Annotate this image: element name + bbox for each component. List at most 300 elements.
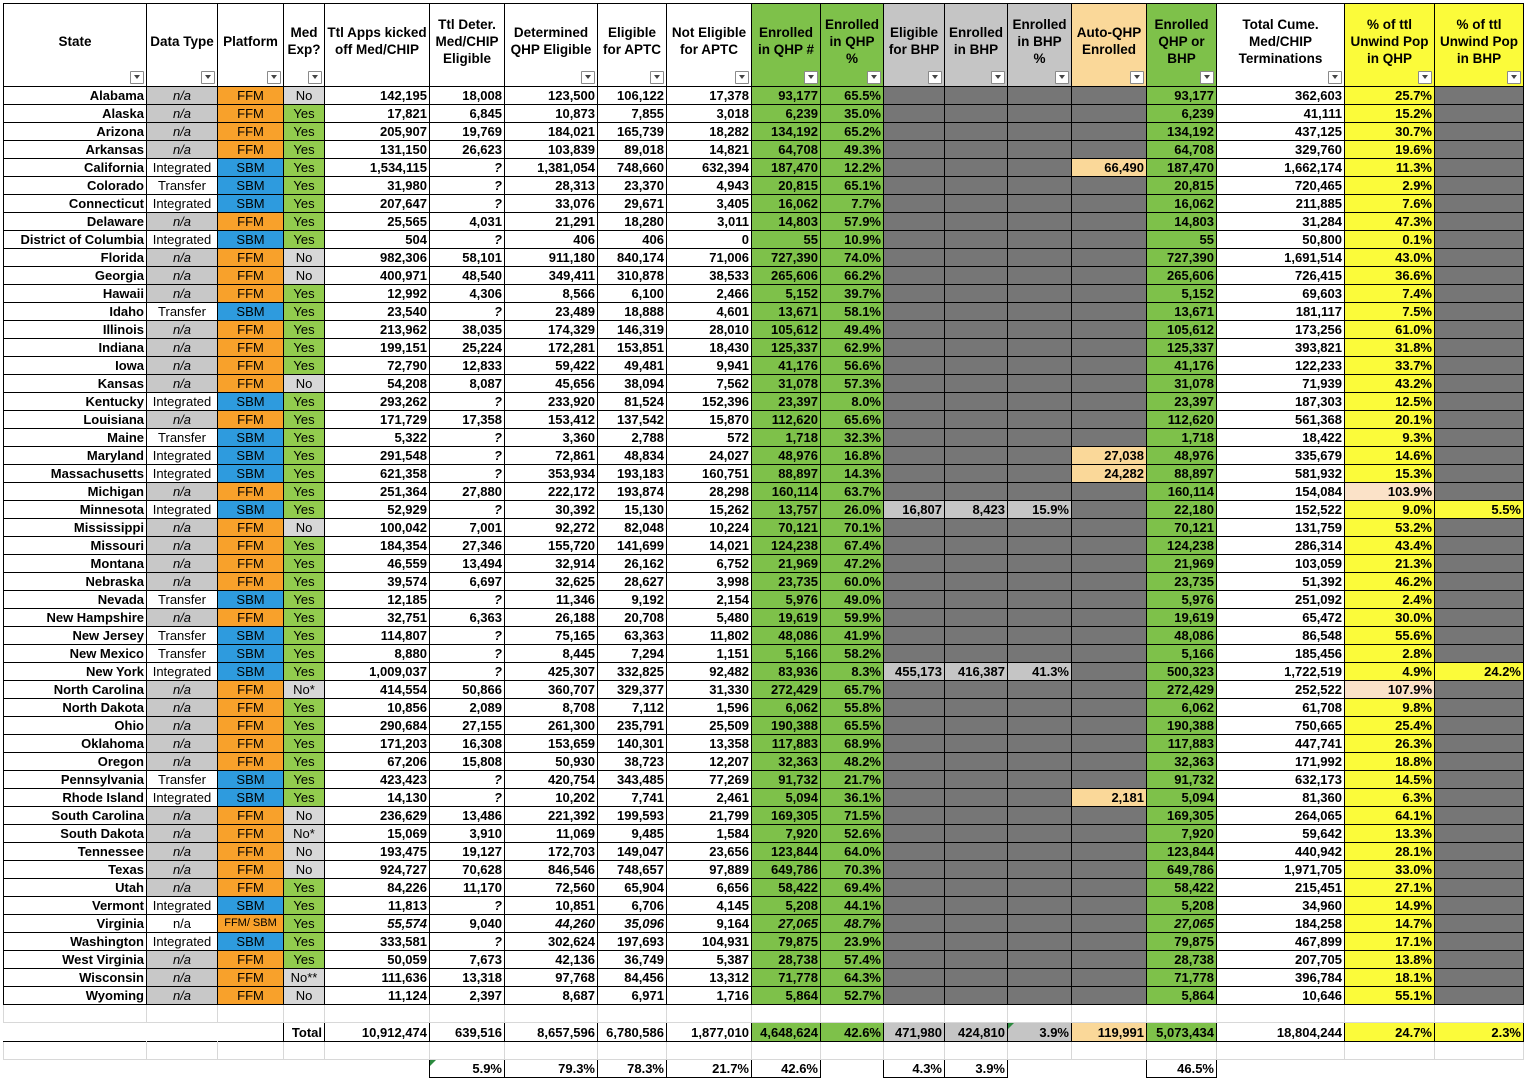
med-exp-cell[interactable]: Yes bbox=[284, 735, 325, 753]
aptc-cell[interactable]: 199,593 bbox=[598, 807, 667, 825]
bhp-pct-cell[interactable] bbox=[1008, 609, 1072, 627]
apps-cell[interactable]: 184,354 bbox=[325, 537, 430, 555]
auto-qhp-cell[interactable] bbox=[1072, 375, 1147, 393]
unwind-bhp-cell[interactable]: 24.2% bbox=[1435, 663, 1524, 681]
unwind-bhp-cell[interactable] bbox=[1435, 213, 1524, 231]
qhp-elig-cell[interactable]: 11,346 bbox=[505, 591, 598, 609]
platform-cell[interactable]: FFM bbox=[218, 339, 284, 357]
bhp-enr-cell[interactable] bbox=[945, 285, 1008, 303]
aptc-cell[interactable]: 28,627 bbox=[598, 573, 667, 591]
qhp-num-cell[interactable]: 190,388 bbox=[752, 717, 821, 735]
unwind-bhp-cell[interactable] bbox=[1435, 105, 1524, 123]
qhp-pct-cell[interactable]: 8.0% bbox=[821, 393, 884, 411]
state-cell[interactable]: Rhode Island bbox=[4, 789, 147, 807]
auto-qhp-cell[interactable] bbox=[1072, 807, 1147, 825]
med-exp-cell[interactable]: Yes bbox=[284, 429, 325, 447]
deter-cell[interactable]: 13,318 bbox=[430, 969, 505, 987]
unwind-qhp-cell[interactable]: 17.1% bbox=[1345, 933, 1435, 951]
qhp-num-cell[interactable]: 125,337 bbox=[752, 339, 821, 357]
qhp-elig-cell[interactable]: 10,202 bbox=[505, 789, 598, 807]
qhp-elig-cell[interactable]: 45,656 bbox=[505, 375, 598, 393]
platform-cell[interactable]: FFM bbox=[218, 735, 284, 753]
unwind-qhp-cell[interactable]: 7.5% bbox=[1345, 303, 1435, 321]
bhp-enr-cell[interactable] bbox=[945, 861, 1008, 879]
unwind-bhp-cell[interactable] bbox=[1435, 555, 1524, 573]
platform-cell[interactable]: FFM bbox=[218, 969, 284, 987]
bhp-pct-cell[interactable] bbox=[1008, 771, 1072, 789]
state-cell[interactable]: Nebraska bbox=[4, 573, 147, 591]
bhp-pct-cell[interactable] bbox=[1008, 375, 1072, 393]
unwind-qhp-cell[interactable]: 26.3% bbox=[1345, 735, 1435, 753]
med-exp-cell[interactable]: Yes bbox=[284, 627, 325, 645]
auto-qhp-cell[interactable] bbox=[1072, 645, 1147, 663]
apps-cell[interactable]: 205,907 bbox=[325, 123, 430, 141]
platform-cell[interactable]: FFM bbox=[218, 267, 284, 285]
state-cell[interactable]: Nevada bbox=[4, 591, 147, 609]
qhp-num-cell[interactable]: 649,786 bbox=[752, 861, 821, 879]
not-aptc-cell[interactable]: 97,889 bbox=[667, 861, 752, 879]
platform-cell[interactable]: FFM bbox=[218, 573, 284, 591]
auto-qhp-cell[interactable] bbox=[1072, 627, 1147, 645]
qhp-bhp-cell[interactable]: 64,708 bbox=[1147, 141, 1217, 159]
data-type-cell[interactable]: Transfer bbox=[147, 177, 218, 195]
bhp-elig-cell[interactable] bbox=[884, 537, 945, 555]
cume-cell[interactable]: 1,662,174 bbox=[1217, 159, 1345, 177]
bhp-enr-cell[interactable] bbox=[945, 105, 1008, 123]
unwind-bhp-cell[interactable] bbox=[1435, 393, 1524, 411]
bhp-elig-cell[interactable] bbox=[884, 789, 945, 807]
unwind-bhp-cell[interactable] bbox=[1435, 483, 1524, 501]
bhp-pct-cell[interactable] bbox=[1008, 969, 1072, 987]
unwind-bhp-cell[interactable] bbox=[1435, 357, 1524, 375]
qhp-num-cell[interactable]: 55 bbox=[752, 231, 821, 249]
bhp-enr-cell[interactable] bbox=[945, 231, 1008, 249]
qhp-elig-cell[interactable]: 92,272 bbox=[505, 519, 598, 537]
state-cell[interactable]: New Jersey bbox=[4, 627, 147, 645]
auto-qhp-cell[interactable] bbox=[1072, 285, 1147, 303]
cume-cell[interactable]: 252,522 bbox=[1217, 681, 1345, 699]
data-type-cell[interactable]: Transfer bbox=[147, 627, 218, 645]
bhp-enr-cell[interactable] bbox=[945, 591, 1008, 609]
aptc-cell[interactable]: 18,888 bbox=[598, 303, 667, 321]
apps-cell[interactable]: 423,423 bbox=[325, 771, 430, 789]
bhp-elig-cell[interactable] bbox=[884, 609, 945, 627]
platform-cell[interactable]: FFM bbox=[218, 285, 284, 303]
state-cell[interactable]: Illinois bbox=[4, 321, 147, 339]
qhp-bhp-cell[interactable]: 28,738 bbox=[1147, 951, 1217, 969]
unwind-bhp-cell[interactable] bbox=[1435, 429, 1524, 447]
bhp-elig-cell[interactable] bbox=[884, 771, 945, 789]
data-type-cell[interactable]: Transfer bbox=[147, 303, 218, 321]
cume-cell[interactable]: 10,646 bbox=[1217, 987, 1345, 1005]
aptc-cell[interactable]: 9,192 bbox=[598, 591, 667, 609]
qhp-pct-cell[interactable]: 49.3% bbox=[821, 141, 884, 159]
qhp-bhp-cell[interactable]: 112,620 bbox=[1147, 411, 1217, 429]
bhp-elig-cell[interactable] bbox=[884, 969, 945, 987]
totals-label[interactable]: Total bbox=[284, 1023, 325, 1042]
bhp-pct-cell[interactable] bbox=[1008, 645, 1072, 663]
med-exp-cell[interactable]: Yes bbox=[284, 339, 325, 357]
state-cell[interactable]: Texas bbox=[4, 861, 147, 879]
med-exp-cell[interactable]: Yes bbox=[284, 159, 325, 177]
aptc-cell[interactable]: 23,370 bbox=[598, 177, 667, 195]
not-aptc-cell[interactable]: 1,716 bbox=[667, 987, 752, 1005]
qhp-num-cell[interactable]: 5,864 bbox=[752, 987, 821, 1005]
auto-qhp-cell[interactable] bbox=[1072, 141, 1147, 159]
state-cell[interactable]: Iowa bbox=[4, 357, 147, 375]
deter-cell[interactable]: 27,155 bbox=[430, 717, 505, 735]
bhp-elig-cell[interactable] bbox=[884, 753, 945, 771]
cume-cell[interactable]: 207,705 bbox=[1217, 951, 1345, 969]
auto-qhp-cell[interactable] bbox=[1072, 537, 1147, 555]
cume-cell[interactable]: 1,722,519 bbox=[1217, 663, 1345, 681]
state-cell[interactable]: Louisiana bbox=[4, 411, 147, 429]
not-aptc-cell[interactable]: 13,312 bbox=[667, 969, 752, 987]
deter-cell[interactable]: ? bbox=[430, 447, 505, 465]
bhp-enr-cell[interactable] bbox=[945, 627, 1008, 645]
filter-dropdown-icon[interactable] bbox=[735, 71, 749, 84]
qhp-elig-cell[interactable]: 32,914 bbox=[505, 555, 598, 573]
platform-cell[interactable]: SBM bbox=[218, 933, 284, 951]
qhp-pct-cell[interactable]: 71.5% bbox=[821, 807, 884, 825]
bhp-enr-cell[interactable] bbox=[945, 159, 1008, 177]
aptc-cell[interactable]: 193,183 bbox=[598, 465, 667, 483]
bhp-pct-cell[interactable] bbox=[1008, 483, 1072, 501]
state-cell[interactable]: Colorado bbox=[4, 177, 147, 195]
unwind-qhp-cell[interactable]: 19.6% bbox=[1345, 141, 1435, 159]
unwind-bhp-cell[interactable] bbox=[1435, 303, 1524, 321]
bhp-elig-cell[interactable] bbox=[884, 681, 945, 699]
qhp-num-cell[interactable]: 70,121 bbox=[752, 519, 821, 537]
state-cell[interactable]: Tennessee bbox=[4, 843, 147, 861]
cume-cell[interactable]: 184,258 bbox=[1217, 915, 1345, 933]
not-aptc-cell[interactable]: 12,207 bbox=[667, 753, 752, 771]
unwind-bhp-cell[interactable]: 5.5% bbox=[1435, 501, 1524, 519]
qhp-pct-cell[interactable]: 32.3% bbox=[821, 429, 884, 447]
unwind-qhp-cell[interactable]: 2.4% bbox=[1345, 591, 1435, 609]
data-type-cell[interactable]: n/a bbox=[147, 123, 218, 141]
deter-cell[interactable]: ? bbox=[430, 933, 505, 951]
filter-dropdown-icon[interactable] bbox=[991, 71, 1005, 84]
med-exp-cell[interactable]: No bbox=[284, 987, 325, 1005]
unwind-qhp-cell[interactable]: 107.9% bbox=[1345, 681, 1435, 699]
unwind-qhp-cell[interactable]: 64.1% bbox=[1345, 807, 1435, 825]
state-cell[interactable]: Hawaii bbox=[4, 285, 147, 303]
auto-qhp-cell[interactable] bbox=[1072, 969, 1147, 987]
qhp-bhp-cell[interactable]: 21,969 bbox=[1147, 555, 1217, 573]
qhp-pct-cell[interactable]: 65.2% bbox=[821, 123, 884, 141]
aptc-cell[interactable]: 38,723 bbox=[598, 753, 667, 771]
pct-deter[interactable]: 5.9% bbox=[430, 1060, 505, 1078]
data-type-cell[interactable]: n/a bbox=[147, 357, 218, 375]
header-auto-qhp[interactable]: Auto-QHP Enrolled bbox=[1072, 4, 1147, 87]
bhp-enr-cell[interactable] bbox=[945, 267, 1008, 285]
auto-qhp-cell[interactable] bbox=[1072, 699, 1147, 717]
med-exp-cell[interactable]: No bbox=[284, 807, 325, 825]
bhp-pct-cell[interactable] bbox=[1008, 753, 1072, 771]
unwind-qhp-cell[interactable]: 31.8% bbox=[1345, 339, 1435, 357]
deter-cell[interactable]: ? bbox=[430, 303, 505, 321]
aptc-cell[interactable]: 406 bbox=[598, 231, 667, 249]
unwind-qhp-cell[interactable]: 30.0% bbox=[1345, 609, 1435, 627]
qhp-num-cell[interactable]: 88,897 bbox=[752, 465, 821, 483]
bhp-pct-cell[interactable] bbox=[1008, 861, 1072, 879]
unwind-bhp-cell[interactable] bbox=[1435, 375, 1524, 393]
data-type-cell[interactable]: n/a bbox=[147, 807, 218, 825]
cume-cell[interactable]: 561,368 bbox=[1217, 411, 1345, 429]
qhp-elig-cell[interactable]: 3,360 bbox=[505, 429, 598, 447]
total-bhp-pct[interactable]: 3.9% bbox=[1008, 1023, 1072, 1042]
header-pct-unwind-qhp[interactable]: % of ttl Unwind Pop in QHP bbox=[1345, 4, 1435, 87]
cume-cell[interactable]: 581,932 bbox=[1217, 465, 1345, 483]
platform-cell[interactable]: FFM bbox=[218, 537, 284, 555]
med-exp-cell[interactable]: Yes bbox=[284, 141, 325, 159]
aptc-cell[interactable]: 38,094 bbox=[598, 375, 667, 393]
apps-cell[interactable]: 55,574 bbox=[325, 915, 430, 933]
apps-cell[interactable]: 17,821 bbox=[325, 105, 430, 123]
state-cell[interactable]: North Carolina bbox=[4, 681, 147, 699]
unwind-bhp-cell[interactable] bbox=[1435, 87, 1524, 105]
qhp-bhp-cell[interactable]: 20,815 bbox=[1147, 177, 1217, 195]
not-aptc-cell[interactable]: 28,298 bbox=[667, 483, 752, 501]
cume-cell[interactable]: 750,665 bbox=[1217, 717, 1345, 735]
apps-cell[interactable]: 50,059 bbox=[325, 951, 430, 969]
apps-cell[interactable]: 213,962 bbox=[325, 321, 430, 339]
qhp-elig-cell[interactable]: 42,136 bbox=[505, 951, 598, 969]
bhp-enr-cell[interactable] bbox=[945, 825, 1008, 843]
auto-qhp-cell[interactable] bbox=[1072, 177, 1147, 195]
bhp-elig-cell[interactable]: 16,807 bbox=[884, 501, 945, 519]
data-type-cell[interactable]: Transfer bbox=[147, 645, 218, 663]
qhp-pct-cell[interactable]: 62.9% bbox=[821, 339, 884, 357]
state-cell[interactable]: Pennsylvania bbox=[4, 771, 147, 789]
med-exp-cell[interactable]: Yes bbox=[284, 285, 325, 303]
cume-cell[interactable]: 437,125 bbox=[1217, 123, 1345, 141]
qhp-num-cell[interactable]: 91,732 bbox=[752, 771, 821, 789]
med-exp-cell[interactable]: Yes bbox=[284, 771, 325, 789]
bhp-pct-cell[interactable] bbox=[1008, 681, 1072, 699]
apps-cell[interactable]: 72,790 bbox=[325, 357, 430, 375]
header-med-exp[interactable]: Med Exp? bbox=[284, 4, 325, 87]
med-exp-cell[interactable]: No bbox=[284, 843, 325, 861]
qhp-pct-cell[interactable]: 65.6% bbox=[821, 411, 884, 429]
state-cell[interactable]: Georgia bbox=[4, 267, 147, 285]
qhp-elig-cell[interactable]: 172,281 bbox=[505, 339, 598, 357]
bhp-elig-cell[interactable] bbox=[884, 195, 945, 213]
apps-cell[interactable]: 23,540 bbox=[325, 303, 430, 321]
unwind-bhp-cell[interactable] bbox=[1435, 573, 1524, 591]
med-exp-cell[interactable]: Yes bbox=[284, 303, 325, 321]
qhp-num-cell[interactable]: 169,305 bbox=[752, 807, 821, 825]
qhp-elig-cell[interactable]: 8,566 bbox=[505, 285, 598, 303]
bhp-pct-cell[interactable] bbox=[1008, 231, 1072, 249]
auto-qhp-cell[interactable] bbox=[1072, 609, 1147, 627]
qhp-num-cell[interactable]: 13,757 bbox=[752, 501, 821, 519]
qhp-elig-cell[interactable]: 184,021 bbox=[505, 123, 598, 141]
aptc-cell[interactable]: 6,971 bbox=[598, 987, 667, 1005]
qhp-pct-cell[interactable]: 59.9% bbox=[821, 609, 884, 627]
qhp-elig-cell[interactable]: 21,291 bbox=[505, 213, 598, 231]
qhp-num-cell[interactable]: 105,612 bbox=[752, 321, 821, 339]
header-enrolled-bhp-pct[interactable]: Enrolled in BHP % bbox=[1008, 4, 1072, 87]
bhp-enr-cell[interactable] bbox=[945, 969, 1008, 987]
qhp-bhp-cell[interactable]: 14,803 bbox=[1147, 213, 1217, 231]
auto-qhp-cell[interactable] bbox=[1072, 987, 1147, 1005]
total-unwind-qhp[interactable]: 24.7% bbox=[1345, 1023, 1435, 1042]
unwind-bhp-cell[interactable] bbox=[1435, 249, 1524, 267]
qhp-pct-cell[interactable]: 57.9% bbox=[821, 213, 884, 231]
data-type-cell[interactable]: Integrated bbox=[147, 195, 218, 213]
unwind-bhp-cell[interactable] bbox=[1435, 177, 1524, 195]
bhp-enr-cell[interactable] bbox=[945, 123, 1008, 141]
unwind-qhp-cell[interactable]: 2.8% bbox=[1345, 645, 1435, 663]
deter-cell[interactable]: ? bbox=[430, 393, 505, 411]
bhp-elig-cell[interactable] bbox=[884, 357, 945, 375]
apps-cell[interactable]: 131,150 bbox=[325, 141, 430, 159]
bhp-enr-cell[interactable] bbox=[945, 429, 1008, 447]
bhp-elig-cell[interactable] bbox=[884, 807, 945, 825]
unwind-qhp-cell[interactable]: 9.0% bbox=[1345, 501, 1435, 519]
data-type-cell[interactable]: n/a bbox=[147, 573, 218, 591]
state-cell[interactable]: Kentucky bbox=[4, 393, 147, 411]
bhp-enr-cell[interactable] bbox=[945, 573, 1008, 591]
deter-cell[interactable]: 27,346 bbox=[430, 537, 505, 555]
qhp-elig-cell[interactable]: 44,260 bbox=[505, 915, 598, 933]
qhp-num-cell[interactable]: 5,094 bbox=[752, 789, 821, 807]
unwind-bhp-cell[interactable] bbox=[1435, 465, 1524, 483]
pct-qhp-num[interactable]: 42.6% bbox=[752, 1060, 821, 1078]
aptc-cell[interactable]: 20,708 bbox=[598, 609, 667, 627]
med-exp-cell[interactable]: Yes bbox=[284, 123, 325, 141]
header-enrolled-qhp-bhp[interactable]: Enrolled QHP or BHP bbox=[1147, 4, 1217, 87]
qhp-elig-cell[interactable]: 8,687 bbox=[505, 987, 598, 1005]
bhp-elig-cell[interactable] bbox=[884, 519, 945, 537]
data-type-cell[interactable]: n/a bbox=[147, 825, 218, 843]
unwind-qhp-cell[interactable]: 13.8% bbox=[1345, 951, 1435, 969]
unwind-bhp-cell[interactable] bbox=[1435, 609, 1524, 627]
bhp-enr-cell[interactable] bbox=[945, 141, 1008, 159]
qhp-pct-cell[interactable]: 55.8% bbox=[821, 699, 884, 717]
cume-cell[interactable]: 467,899 bbox=[1217, 933, 1345, 951]
state-cell[interactable]: New Hampshire bbox=[4, 609, 147, 627]
deter-cell[interactable]: 11,170 bbox=[430, 879, 505, 897]
bhp-elig-cell[interactable] bbox=[884, 825, 945, 843]
cume-cell[interactable]: 59,642 bbox=[1217, 825, 1345, 843]
header-pct-unwind-bhp[interactable]: % of ttl Unwind Pop in BHP bbox=[1435, 4, 1524, 87]
platform-cell[interactable]: SBM bbox=[218, 501, 284, 519]
qhp-bhp-cell[interactable]: 124,238 bbox=[1147, 537, 1217, 555]
qhp-num-cell[interactable]: 1,718 bbox=[752, 429, 821, 447]
qhp-bhp-cell[interactable]: 134,192 bbox=[1147, 123, 1217, 141]
qhp-num-cell[interactable]: 5,166 bbox=[752, 645, 821, 663]
bhp-pct-cell[interactable] bbox=[1008, 285, 1072, 303]
qhp-num-cell[interactable]: 727,390 bbox=[752, 249, 821, 267]
data-type-cell[interactable]: n/a bbox=[147, 699, 218, 717]
bhp-enr-cell[interactable] bbox=[945, 699, 1008, 717]
aptc-cell[interactable]: 840,174 bbox=[598, 249, 667, 267]
platform-cell[interactable]: FFM bbox=[218, 699, 284, 717]
bhp-enr-cell[interactable] bbox=[945, 519, 1008, 537]
cume-cell[interactable]: 187,303 bbox=[1217, 393, 1345, 411]
header-data-type[interactable]: Data Type bbox=[147, 4, 218, 87]
data-type-cell[interactable]: n/a bbox=[147, 285, 218, 303]
data-type-cell[interactable]: n/a bbox=[147, 969, 218, 987]
unwind-qhp-cell[interactable]: 20.1% bbox=[1345, 411, 1435, 429]
unwind-qhp-cell[interactable]: 15.2% bbox=[1345, 105, 1435, 123]
deter-cell[interactable]: 2,397 bbox=[430, 987, 505, 1005]
med-exp-cell[interactable]: Yes bbox=[284, 177, 325, 195]
bhp-enr-cell[interactable] bbox=[945, 645, 1008, 663]
deter-cell[interactable]: 7,673 bbox=[430, 951, 505, 969]
filter-dropdown-icon[interactable] bbox=[201, 71, 215, 84]
platform-cell[interactable]: SBM bbox=[218, 771, 284, 789]
qhp-bhp-cell[interactable]: 79,875 bbox=[1147, 933, 1217, 951]
header-enrolled-qhp-pct[interactable]: Enrolled in QHP % bbox=[821, 4, 884, 87]
unwind-bhp-cell[interactable] bbox=[1435, 141, 1524, 159]
qhp-elig-cell[interactable]: 33,076 bbox=[505, 195, 598, 213]
qhp-bhp-cell[interactable]: 169,305 bbox=[1147, 807, 1217, 825]
not-aptc-cell[interactable]: 92,482 bbox=[667, 663, 752, 681]
header-total-cume[interactable]: Total Cume. Med/CHIP Terminations bbox=[1217, 4, 1345, 87]
bhp-pct-cell[interactable] bbox=[1008, 897, 1072, 915]
deter-cell[interactable]: ? bbox=[430, 429, 505, 447]
platform-cell[interactable]: SBM bbox=[218, 663, 284, 681]
platform-cell[interactable]: SBM bbox=[218, 231, 284, 249]
not-aptc-cell[interactable]: 13,358 bbox=[667, 735, 752, 753]
not-aptc-cell[interactable]: 3,018 bbox=[667, 105, 752, 123]
qhp-bhp-cell[interactable]: 5,152 bbox=[1147, 285, 1217, 303]
unwind-qhp-cell[interactable]: 13.3% bbox=[1345, 825, 1435, 843]
auto-qhp-cell[interactable] bbox=[1072, 555, 1147, 573]
bhp-enr-cell[interactable] bbox=[945, 843, 1008, 861]
platform-cell[interactable]: FFM bbox=[218, 987, 284, 1005]
qhp-elig-cell[interactable]: 10,873 bbox=[505, 105, 598, 123]
bhp-pct-cell[interactable] bbox=[1008, 537, 1072, 555]
qhp-num-cell[interactable]: 28,738 bbox=[752, 951, 821, 969]
qhp-elig-cell[interactable]: 75,165 bbox=[505, 627, 598, 645]
qhp-pct-cell[interactable]: 65.5% bbox=[821, 87, 884, 105]
state-cell[interactable]: Idaho bbox=[4, 303, 147, 321]
platform-cell[interactable]: SBM bbox=[218, 465, 284, 483]
cume-cell[interactable]: 440,942 bbox=[1217, 843, 1345, 861]
apps-cell[interactable]: 8,880 bbox=[325, 645, 430, 663]
qhp-pct-cell[interactable]: 65.5% bbox=[821, 717, 884, 735]
bhp-enr-cell[interactable] bbox=[945, 465, 1008, 483]
unwind-qhp-cell[interactable]: 55.6% bbox=[1345, 627, 1435, 645]
qhp-num-cell[interactable]: 117,883 bbox=[752, 735, 821, 753]
data-type-cell[interactable]: n/a bbox=[147, 105, 218, 123]
auto-qhp-cell[interactable] bbox=[1072, 303, 1147, 321]
deter-cell[interactable]: 26,623 bbox=[430, 141, 505, 159]
not-aptc-cell[interactable]: 10,224 bbox=[667, 519, 752, 537]
deter-cell[interactable]: ? bbox=[430, 591, 505, 609]
qhp-bhp-cell[interactable]: 88,897 bbox=[1147, 465, 1217, 483]
bhp-pct-cell[interactable] bbox=[1008, 987, 1072, 1005]
deter-cell[interactable]: 8,087 bbox=[430, 375, 505, 393]
not-aptc-cell[interactable]: 3,998 bbox=[667, 573, 752, 591]
qhp-pct-cell[interactable]: 58.2% bbox=[821, 645, 884, 663]
aptc-cell[interactable]: 106,122 bbox=[598, 87, 667, 105]
cume-cell[interactable]: 335,679 bbox=[1217, 447, 1345, 465]
bhp-enr-cell[interactable] bbox=[945, 213, 1008, 231]
platform-cell[interactable]: FFM bbox=[218, 879, 284, 897]
bhp-pct-cell[interactable] bbox=[1008, 717, 1072, 735]
med-exp-cell[interactable]: Yes bbox=[284, 663, 325, 681]
data-type-cell[interactable]: n/a bbox=[147, 843, 218, 861]
deter-cell[interactable]: 48,540 bbox=[430, 267, 505, 285]
qhp-elig-cell[interactable]: 153,412 bbox=[505, 411, 598, 429]
total-unwind-bhp[interactable]: 2.3% bbox=[1435, 1023, 1524, 1042]
